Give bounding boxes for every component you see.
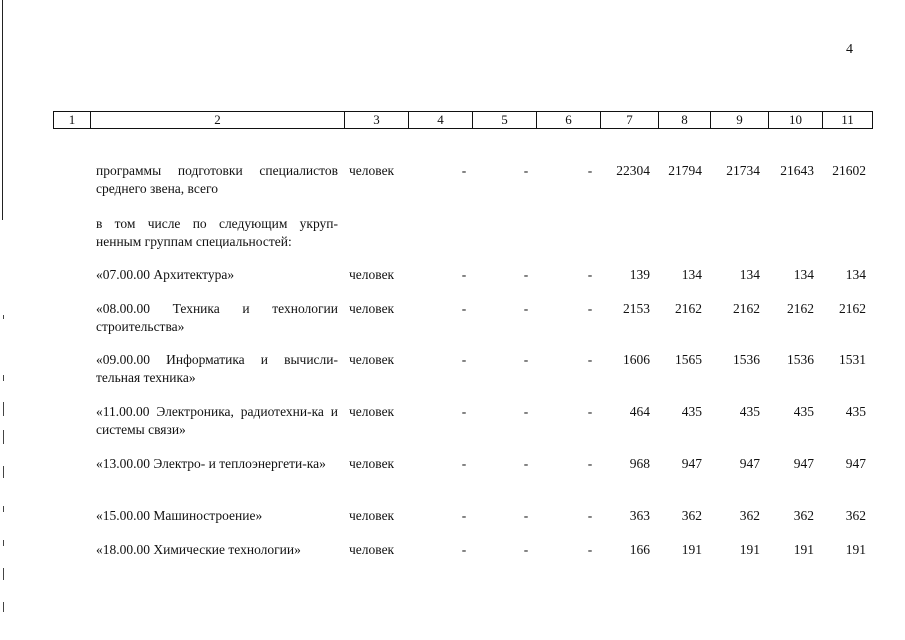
row-name: «18.00.00 Химические технологии»	[96, 542, 301, 557]
row-col-5: -	[523, 404, 529, 419]
row-col-4: -	[461, 301, 467, 316]
row-col-5: -	[523, 508, 529, 523]
row-col-9: 2162	[733, 301, 760, 316]
row-name: «11.00.00 Электроника, радиотехни-ка и системы связи»	[96, 404, 338, 437]
header-col-3: 3	[344, 112, 408, 128]
row-unit: человек	[349, 301, 395, 316]
row-col-8: 134	[681, 267, 702, 282]
row-unit: человек	[349, 508, 395, 523]
row-col-7: 464	[629, 404, 650, 419]
row-col-8: 191	[681, 542, 702, 557]
row-col-9: 435	[739, 404, 760, 419]
row-col-10: 21643	[780, 163, 814, 178]
scan-edge-mark	[3, 506, 4, 512]
row-col-6: -	[587, 508, 593, 523]
row-col-7: 363	[629, 508, 650, 523]
row-col-10: 2162	[787, 301, 814, 316]
row-col-4: -	[461, 542, 467, 557]
row-col-6: -	[587, 301, 593, 316]
row-col-7: 1606	[623, 352, 650, 367]
row-unit: человек	[349, 542, 395, 557]
scan-edge-mark	[3, 375, 4, 381]
row-col-10: 947	[793, 456, 814, 471]
page-number: 4	[846, 42, 853, 57]
header-col-6: 6	[536, 112, 600, 128]
row-name: программы подготовки специалистов среднего звена, всего	[96, 163, 338, 196]
row-name: «15.00.00 Машиностроение»	[96, 508, 263, 523]
scan-edge-line	[2, 0, 3, 220]
row-col-10: 134	[793, 267, 814, 282]
row-unit: человек	[349, 267, 395, 282]
row-col-11: 191	[845, 542, 866, 557]
row-col-10: 191	[793, 542, 814, 557]
row-unit: человек	[349, 404, 395, 419]
row-col-6: -	[587, 352, 593, 367]
row-unit: человек	[349, 352, 395, 367]
row-col-5: -	[523, 542, 529, 557]
row-name: «13.00.00 Электро- и теплоэнергети-ка»	[96, 456, 326, 471]
header-col-4: 4	[408, 112, 472, 128]
scan-edge-mark	[3, 430, 4, 444]
scan-edge-mark	[3, 466, 4, 478]
row-col-6: -	[587, 456, 593, 471]
row-col-8: 435	[681, 404, 702, 419]
row-col-6: -	[587, 542, 593, 557]
row-col-4: -	[461, 352, 467, 367]
row-col-9: 362	[739, 508, 760, 523]
row-col-5: -	[523, 456, 529, 471]
header-col-8: 8	[658, 112, 710, 128]
row-name: в том числе по следующим укруп-ненным группам специальностей:	[96, 216, 338, 249]
row-col-9: 134	[739, 267, 760, 282]
row-col-9: 21734	[726, 163, 760, 178]
row-col-4: -	[461, 404, 467, 419]
row-col-4: -	[461, 163, 467, 178]
row-col-11: 2162	[839, 301, 866, 316]
header-col-10: 10	[768, 112, 822, 128]
header-col-9: 9	[710, 112, 768, 128]
row-col-11: 362	[845, 508, 866, 523]
row-col-11: 134	[845, 267, 866, 282]
row-col-7: 968	[629, 456, 650, 471]
row-col-7: 22304	[616, 163, 650, 178]
header-col-1: 1	[68, 112, 76, 127]
row-col-8: 1565	[675, 352, 702, 367]
table-header-row	[53, 111, 873, 129]
scan-edge-mark	[3, 568, 4, 580]
row-unit: человек	[349, 456, 395, 471]
row-col-5: -	[523, 267, 529, 282]
row-col-10: 362	[793, 508, 814, 523]
row-col-8: 2162	[675, 301, 702, 316]
row-col-4: -	[461, 456, 467, 471]
header-col-5: 5	[472, 112, 536, 128]
row-col-11: 947	[845, 456, 866, 471]
row-col-9: 947	[739, 456, 760, 471]
row-col-10: 435	[793, 404, 814, 419]
row-unit: человек	[349, 163, 395, 178]
row-name: «09.00.00 Информатика и вычисли-тельная техника»	[96, 352, 338, 385]
row-col-8: 362	[681, 508, 702, 523]
row-col-6: -	[587, 267, 593, 282]
row-col-11: 435	[845, 404, 866, 419]
header-col-2: 2	[90, 112, 344, 128]
row-col-9: 1536	[733, 352, 760, 367]
row-col-6: -	[587, 163, 593, 178]
header-col-7: 7	[600, 112, 658, 128]
row-col-7: 2153	[623, 301, 650, 316]
scan-edge-mark	[3, 540, 4, 546]
row-col-5: -	[523, 163, 529, 178]
row-col-4: -	[461, 508, 467, 523]
row-col-4: -	[461, 267, 467, 282]
row-col-9: 191	[739, 542, 760, 557]
row-col-8: 947	[681, 456, 702, 471]
row-col-10: 1536	[787, 352, 814, 367]
row-name: «07.00.00 Архитектура»	[96, 267, 235, 282]
row-col-5: -	[523, 352, 529, 367]
row-col-8: 21794	[668, 163, 702, 178]
row-col-6: -	[587, 404, 593, 419]
scan-edge-mark	[3, 602, 4, 612]
header-col-11: 11	[822, 112, 872, 128]
scan-edge-mark	[3, 315, 4, 319]
scan-edge-mark	[3, 402, 4, 416]
row-col-7: 166	[629, 542, 650, 557]
row-col-11: 21602	[832, 163, 866, 178]
row-col-7: 139	[629, 267, 650, 282]
row-col-5: -	[523, 301, 529, 316]
row-col-11: 1531	[839, 352, 866, 367]
row-name: «08.00.00 Техника и технологии строительства»	[96, 301, 338, 334]
